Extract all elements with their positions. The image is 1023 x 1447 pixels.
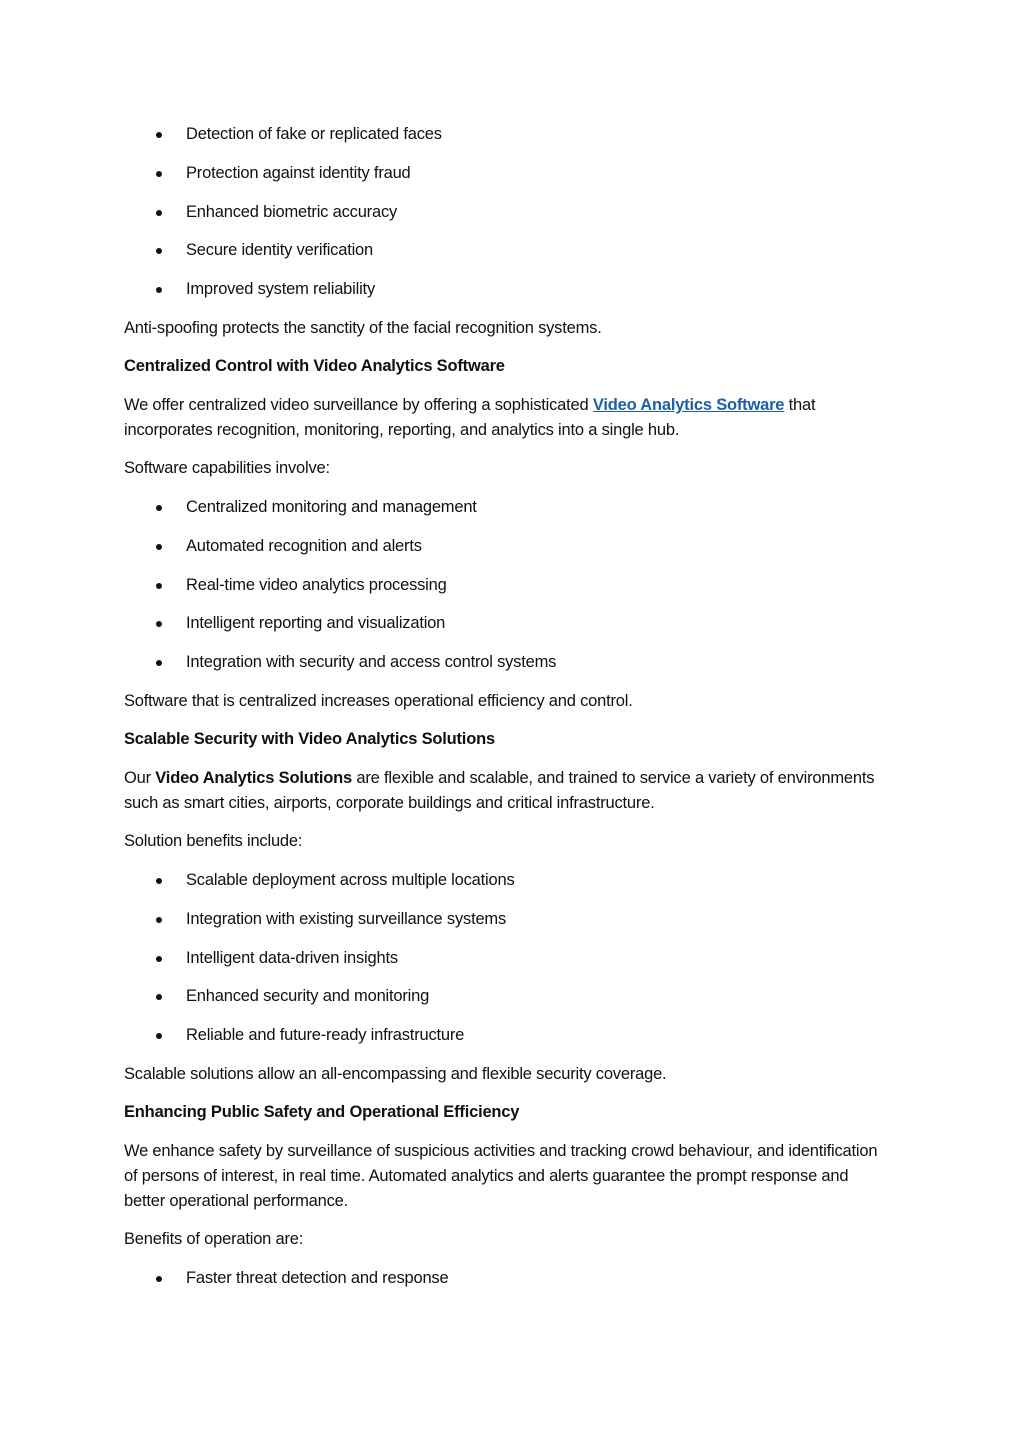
bullet-icon <box>156 917 162 923</box>
solution-benefits-lead: Solution benefits include: <box>124 832 303 851</box>
list-item: Faster threat detection and response <box>124 1266 884 1291</box>
list-item: Reliable and future-ready infrastructure <box>124 1023 884 1048</box>
list-item: Enhanced security and monitoring <box>124 984 884 1009</box>
list-item: Scalable deployment across multiple locations <box>124 868 884 893</box>
centralized-intro: We offer centralized video surveillance by offering a sophisticated Video Analytics Software that incorporates recognition, monitoring, reporting, and analytics into a single hub. <box>124 395 816 439</box>
bullet-icon <box>156 287 162 293</box>
bullet-icon <box>156 544 162 550</box>
software-capabilities-lead: Software capabilities involve: <box>124 459 330 478</box>
scalable-intro: Our Video Analytics Solutions are flexible and scalable, and trained to service a variety of environments such as smart cities, airports, corporate buildings and critical infrastructure. <box>124 768 875 812</box>
bullet-icon <box>156 505 162 511</box>
list-item: Protection against identity fraud <box>124 161 884 186</box>
bullet-icon <box>156 132 162 138</box>
bullet-icon <box>156 1033 162 1039</box>
bullet-icon <box>156 660 162 666</box>
software-capabilities-list <box>124 495 884 675</box>
bullet-icon <box>156 956 162 962</box>
list-item: Intelligent data-driven insights <box>124 946 884 971</box>
list-item: Enhanced biometric accuracy <box>124 200 884 225</box>
centralized-closing: Software that is centralized increases operational efficiency and control. <box>124 691 633 710</box>
solution-benefits-list <box>124 868 884 1048</box>
document-page <box>124 122 884 1305</box>
bullet-icon <box>156 878 162 884</box>
list-item: Integration with existing surveillance systems <box>124 907 884 932</box>
scalable-closing: Scalable solutions allow an all-encompassing and flexible security coverage. <box>124 1064 667 1083</box>
bullet-icon <box>156 210 162 216</box>
list-item: Centralized monitoring and management <box>124 495 884 520</box>
bullet-icon <box>156 583 162 589</box>
heading-centralized-control: Centralized Control with Video Analytics Software <box>124 357 505 376</box>
operation-benefits-lead: Benefits of operation are: <box>124 1230 304 1249</box>
public-safety-intro: We enhance safety by surveillance of suspicious activities and tracking crowd behaviour, and identification of persons of interest, in real time. Automated analytics and alerts guarantee the prompt response and better operational performance. <box>124 1141 878 1210</box>
list-item: Improved system reliability <box>124 277 884 302</box>
heading-public-safety: Enhancing Public Safety and Operational Efficiency <box>124 1103 520 1122</box>
bullet-icon <box>156 171 162 177</box>
list-item: Real-time video analytics processing <box>124 573 884 598</box>
bullet-icon <box>156 248 162 254</box>
heading-scalable-security: Scalable Security with Video Analytics Solutions <box>124 730 495 749</box>
bullet-icon <box>156 1276 162 1282</box>
video-analytics-solutions-bold: Video Analytics Solutions <box>155 768 353 787</box>
anti-spoofing-closing: Anti-spoofing protects the sanctity of the facial recognition systems. <box>124 318 602 337</box>
list-item: Automated recognition and alerts <box>124 534 884 559</box>
video-analytics-software-link[interactable]: Video Analytics Software <box>592 395 785 414</box>
list-item: Detection of fake or replicated faces <box>124 122 884 147</box>
bullet-icon <box>156 994 162 1000</box>
list-item: Intelligent reporting and visualization <box>124 611 884 636</box>
anti-spoofing-list <box>124 122 884 302</box>
bullet-icon <box>156 621 162 627</box>
list-item: Integration with security and access control systems <box>124 650 884 675</box>
list-item: Secure identity verification <box>124 238 884 263</box>
operation-benefits-list <box>124 1266 884 1291</box>
